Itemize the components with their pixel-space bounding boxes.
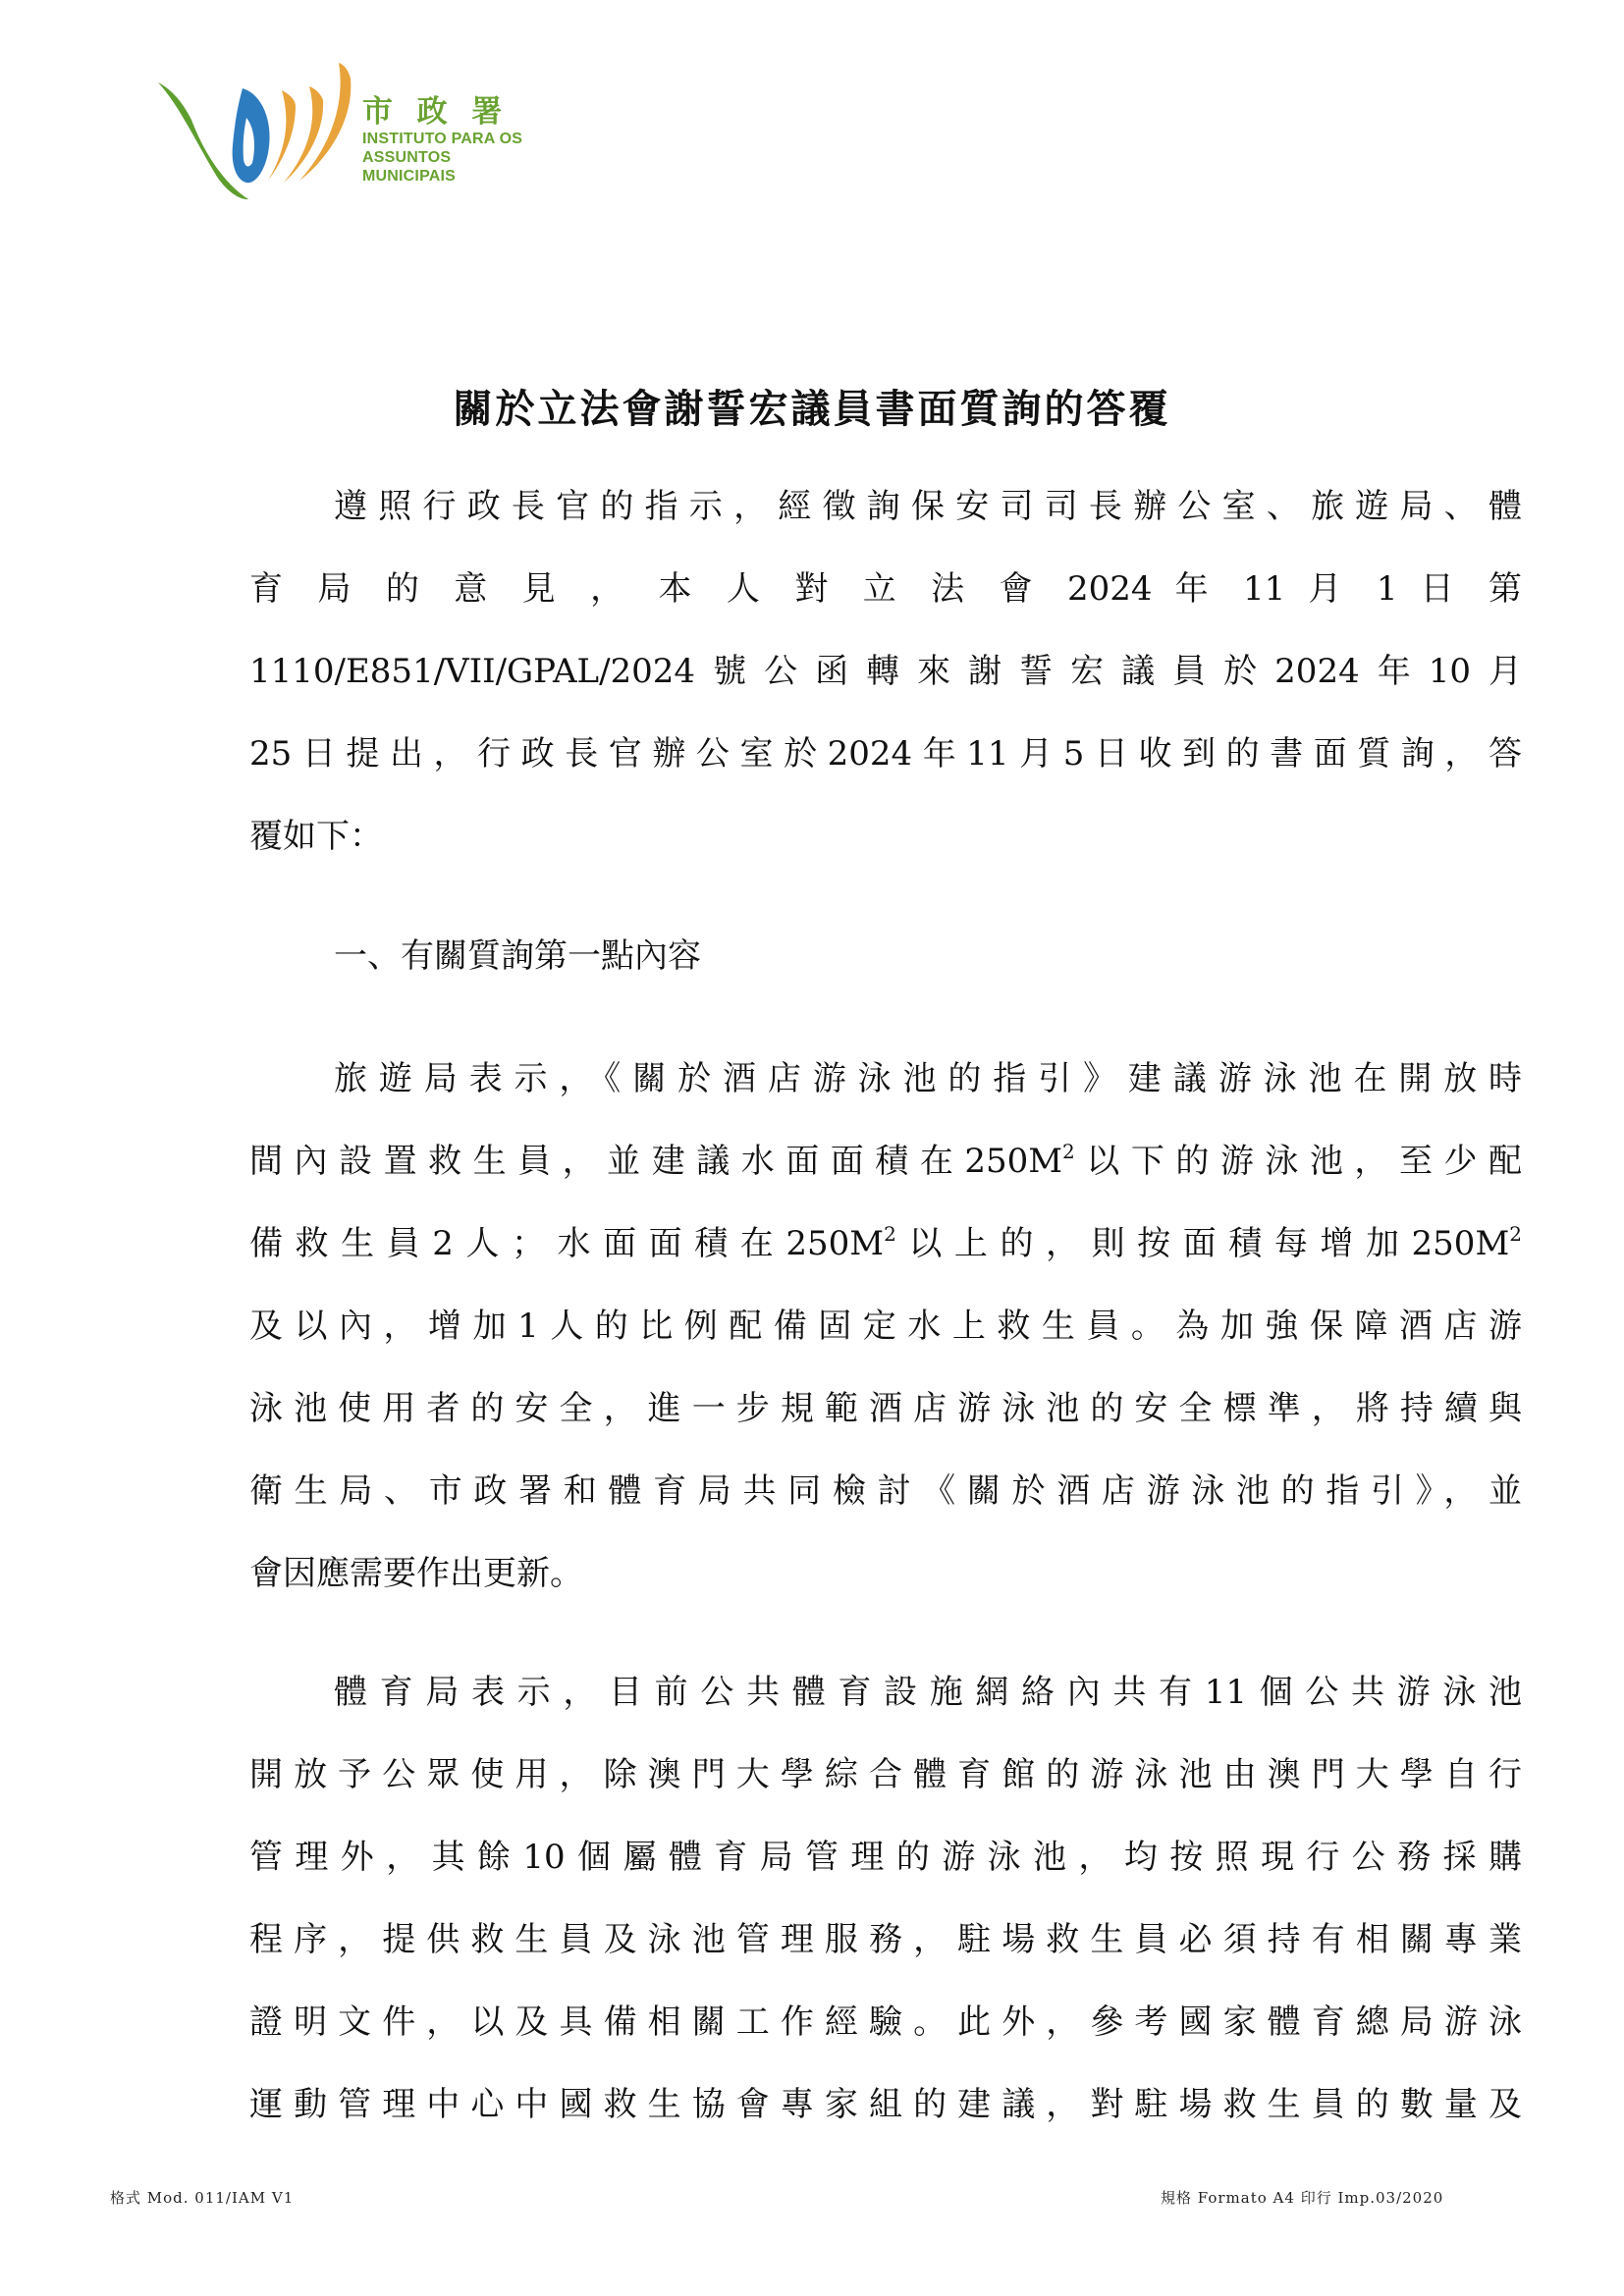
paragraph-line: 體育局表示，目前公共體育設施網絡內共有11個公共游泳池	[334, 1673, 1522, 1712]
org-name-portuguese-line2: ASSUNTOS MUNICIPAIS	[362, 149, 457, 185]
intro-line: 育 局 的 意 見 ， 本 人 對 立 法 會 2024 年 11 月 1 日 第	[249, 569, 1522, 609]
paragraph-line: 運動管理中心中國救生協會專家組的建議，對駐場救生員的數量及	[249, 2085, 1522, 2124]
document-title: 關於立法會謝誓宏議員書面質詢的答覆	[453, 386, 1171, 432]
superscript: 2	[1062, 1140, 1075, 1163]
paragraph-line	[249, 1202, 1522, 1285]
paragraph-line	[249, 1120, 1522, 1202]
paragraph-line: 及以內，增加1人的比例配備固定水上救生員。為加強保障酒店游	[249, 1307, 1522, 1346]
superscript: 2	[884, 1222, 896, 1246]
paragraph-sports	[249, 1651, 1522, 2146]
paragraph-line: 旅遊局表示，《關於酒店游泳池的指引》建議游泳池在開放時	[334, 1059, 1522, 1098]
intro-line: 1110/E851/VII/GPAL/2024號公函轉來謝誓宏議員於2024年10月	[249, 652, 1522, 691]
superscript: 2	[1509, 1222, 1522, 1246]
intro-line: 遵照行政長官的指示，經徵詢保安司司長辦公室、旅遊局、體	[334, 487, 1522, 526]
paragraph-line: 衛生局、市政署和體育局共同檢討《關於酒店游泳池的指引》，並	[249, 1471, 1522, 1511]
footer-form-code: 格式 Mod. 011/IAM V1	[110, 2189, 295, 2207]
line-text: 間內設置救生員，並建議水面面積在250M	[249, 1142, 1063, 1181]
org-name-portuguese-line1: INSTITUTO PARA OS	[362, 131, 523, 147]
intro-line: 25日提出，行政長官辦公室於2024年11月5日收到的書面質詢，答	[249, 734, 1522, 774]
paragraph-line: 會因應需要作出更新。	[249, 1554, 583, 1593]
org-name	[362, 94, 545, 186]
line-text: 以下的游泳池，至少配	[1074, 1142, 1522, 1181]
intro-paragraph	[249, 465, 1522, 878]
footer-format-info: 規格 Formato A4 印行 Imp.03/2020	[1161, 2189, 1444, 2207]
paragraph-line: 管理外，其餘10個屬體育局管理的游泳池，均按照現行公務採購	[249, 1838, 1522, 1877]
section-heading	[249, 915, 1522, 997]
paragraph-tourism	[249, 1038, 1522, 1615]
intro-line: 覆如下：	[249, 817, 383, 856]
line-text: 以上的，則按面積每增加250M	[895, 1224, 1510, 1263]
paragraph-line: 程序，提供救生員及泳池管理服務，駐場救生員必須持有相關專業	[249, 1920, 1522, 1959]
section-heading-text: 一、有關質詢第一點內容	[334, 936, 701, 976]
paragraph-line: 泳池使用者的安全，進一步規範酒店游泳池的安全標準，將持續與	[249, 1389, 1522, 1428]
line-text: 備救生員2人；水面面積在250M	[249, 1224, 885, 1263]
org-name-chinese: 市 政 署	[362, 94, 511, 129]
paragraph-line: 開放予公眾使用，除澳門大學綜合體育館的游泳池由澳門大學自行	[249, 1755, 1522, 1794]
paragraph-line: 證明文件，以及具備相關工作經驗。此外，參考國家體育總局游泳	[249, 2002, 1522, 2042]
iam-logo	[152, 57, 545, 204]
iam-logo-mark	[152, 57, 358, 204]
